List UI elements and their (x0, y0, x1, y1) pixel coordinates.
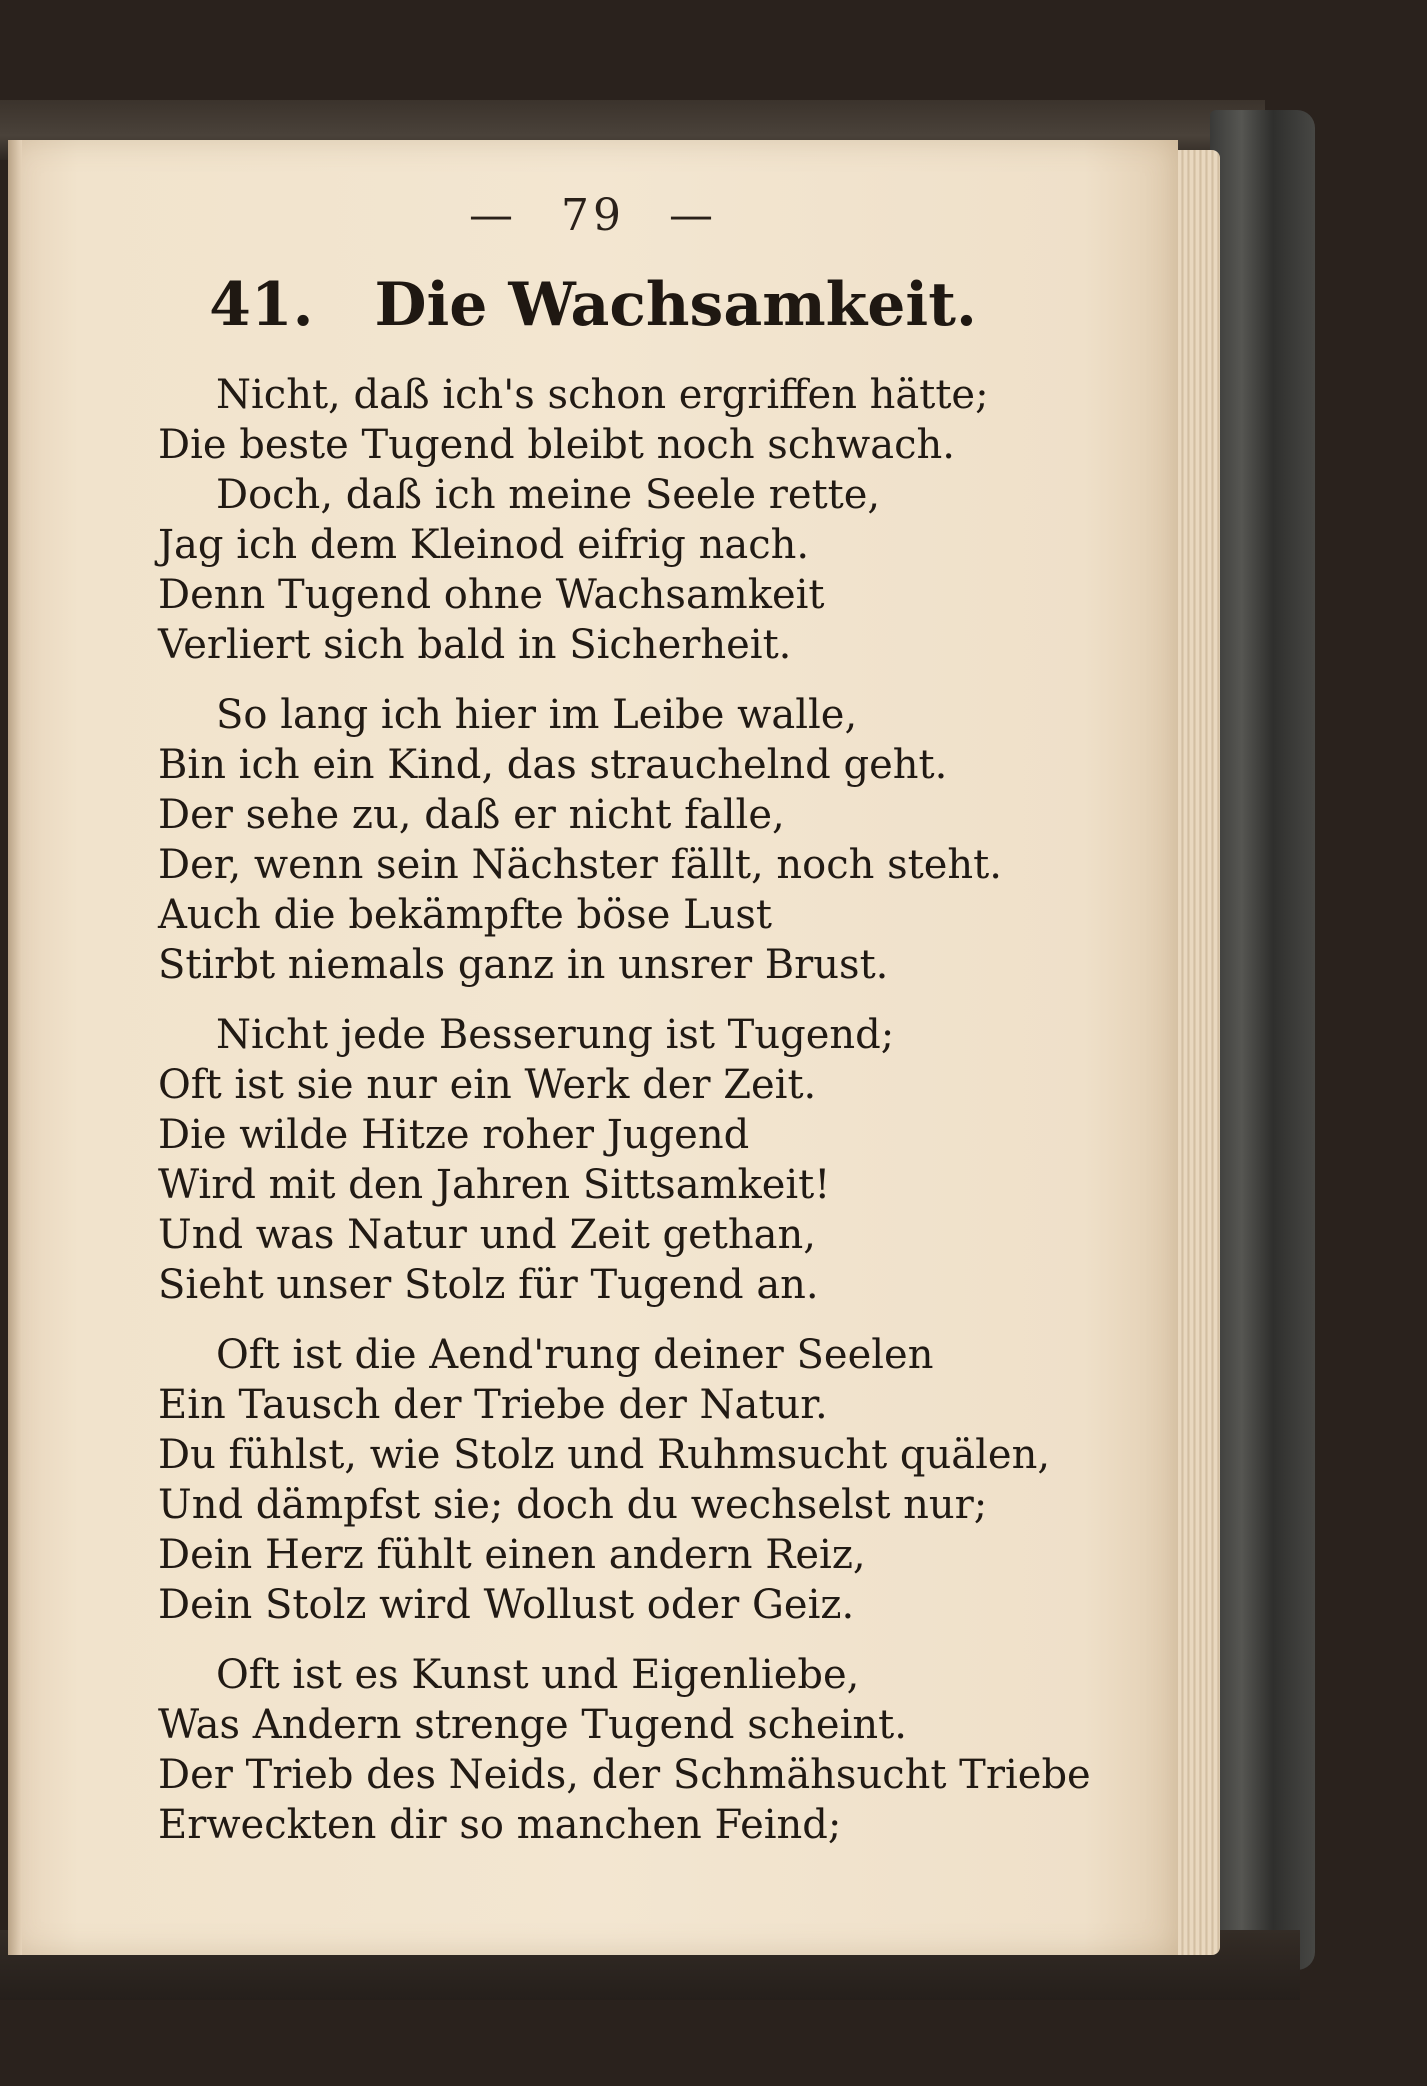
book-page (8, 140, 1178, 1955)
poem-line: Und was Natur und Zeit gethan, (158, 1212, 816, 1258)
poem-line: Und dämpfst sie; doch du wechselst nur; (158, 1482, 988, 1528)
poem-line: Nicht, daß ich's schon ergriffen hätte; (216, 372, 989, 418)
poem-line: Ein Tausch der Triebe der Natur. (158, 1382, 828, 1428)
poem-title (8, 270, 1178, 340)
poem-number: 41. (209, 270, 314, 340)
poem-title-text: Die Wachsamkeit. (374, 270, 977, 340)
poem-line: Nicht jede Besserung ist Tugend; (216, 1012, 895, 1058)
stanza-1 (158, 370, 1158, 670)
stanza-4 (158, 1330, 1158, 1630)
poem-line: Bin ich ein Kind, das strauchelnd geht. (158, 742, 948, 788)
poem-line: Denn Tugend ohne Wachsamkeit (158, 572, 825, 618)
poem-line: Wird mit den Jahren Sittsamkeit! (158, 1162, 831, 1208)
poem-line: Erweckten dir so manchen Feind; (158, 1802, 842, 1848)
poem-body (158, 370, 1158, 1870)
poem-line: Der, wenn sein Nächster fällt, noch steht. (158, 842, 1002, 888)
header-dash-left: — (469, 190, 517, 241)
poem-line: Die beste Tugend bleibt noch schwach. (158, 422, 955, 468)
poem-line: Was Andern strenge Tugend scheint. (158, 1702, 907, 1748)
stanza-5 (158, 1650, 1158, 1850)
header-dash-right: — (669, 190, 717, 241)
poem-line: Stirbt niemals ganz in unsrer Brust. (158, 942, 889, 988)
poem-line: Du fühlst, wie Stolz und Ruhmsucht quälen, (158, 1432, 1051, 1478)
poem-line: Oft ist sie nur ein Werk der Zeit. (158, 1062, 817, 1108)
poem-line: Sieht unser Stolz für Tugend an. (158, 1262, 819, 1308)
poem-line: Jag ich dem Kleinod eifrig nach. (158, 522, 810, 568)
poem-line: Verliert sich bald in Sicherheit. (158, 622, 792, 668)
page-number: 79 (561, 190, 625, 241)
page-header (8, 190, 1178, 241)
poem-line: Oft ist es Kunst und Eigenliebe, (216, 1652, 860, 1698)
poem-line: So lang ich hier im Leibe walle, (216, 692, 858, 738)
book-cover-spine-edge (1210, 110, 1315, 1970)
stanza-2 (158, 690, 1158, 990)
poem-line: Der Trieb des Neids, der Schmähsucht Triebe (158, 1752, 1091, 1798)
poem-line: Dein Stolz wird Wollust oder Geiz. (158, 1582, 855, 1628)
poem-line: Die wilde Hitze roher Jugend (158, 1112, 750, 1158)
poem-line: Oft ist die Aend'rung deiner Seelen (216, 1332, 934, 1378)
poem-line: Dein Herz fühlt einen andern Reiz, (158, 1532, 866, 1578)
page-gutter (8, 140, 22, 1955)
poem-line: Auch die bekämpfte böse Lust (158, 892, 773, 938)
poem-line: Der sehe zu, daß er nicht falle, (158, 792, 785, 838)
stanza-3 (158, 1010, 1158, 1310)
poem-line: Doch, daß ich meine Seele rette, (216, 472, 881, 518)
